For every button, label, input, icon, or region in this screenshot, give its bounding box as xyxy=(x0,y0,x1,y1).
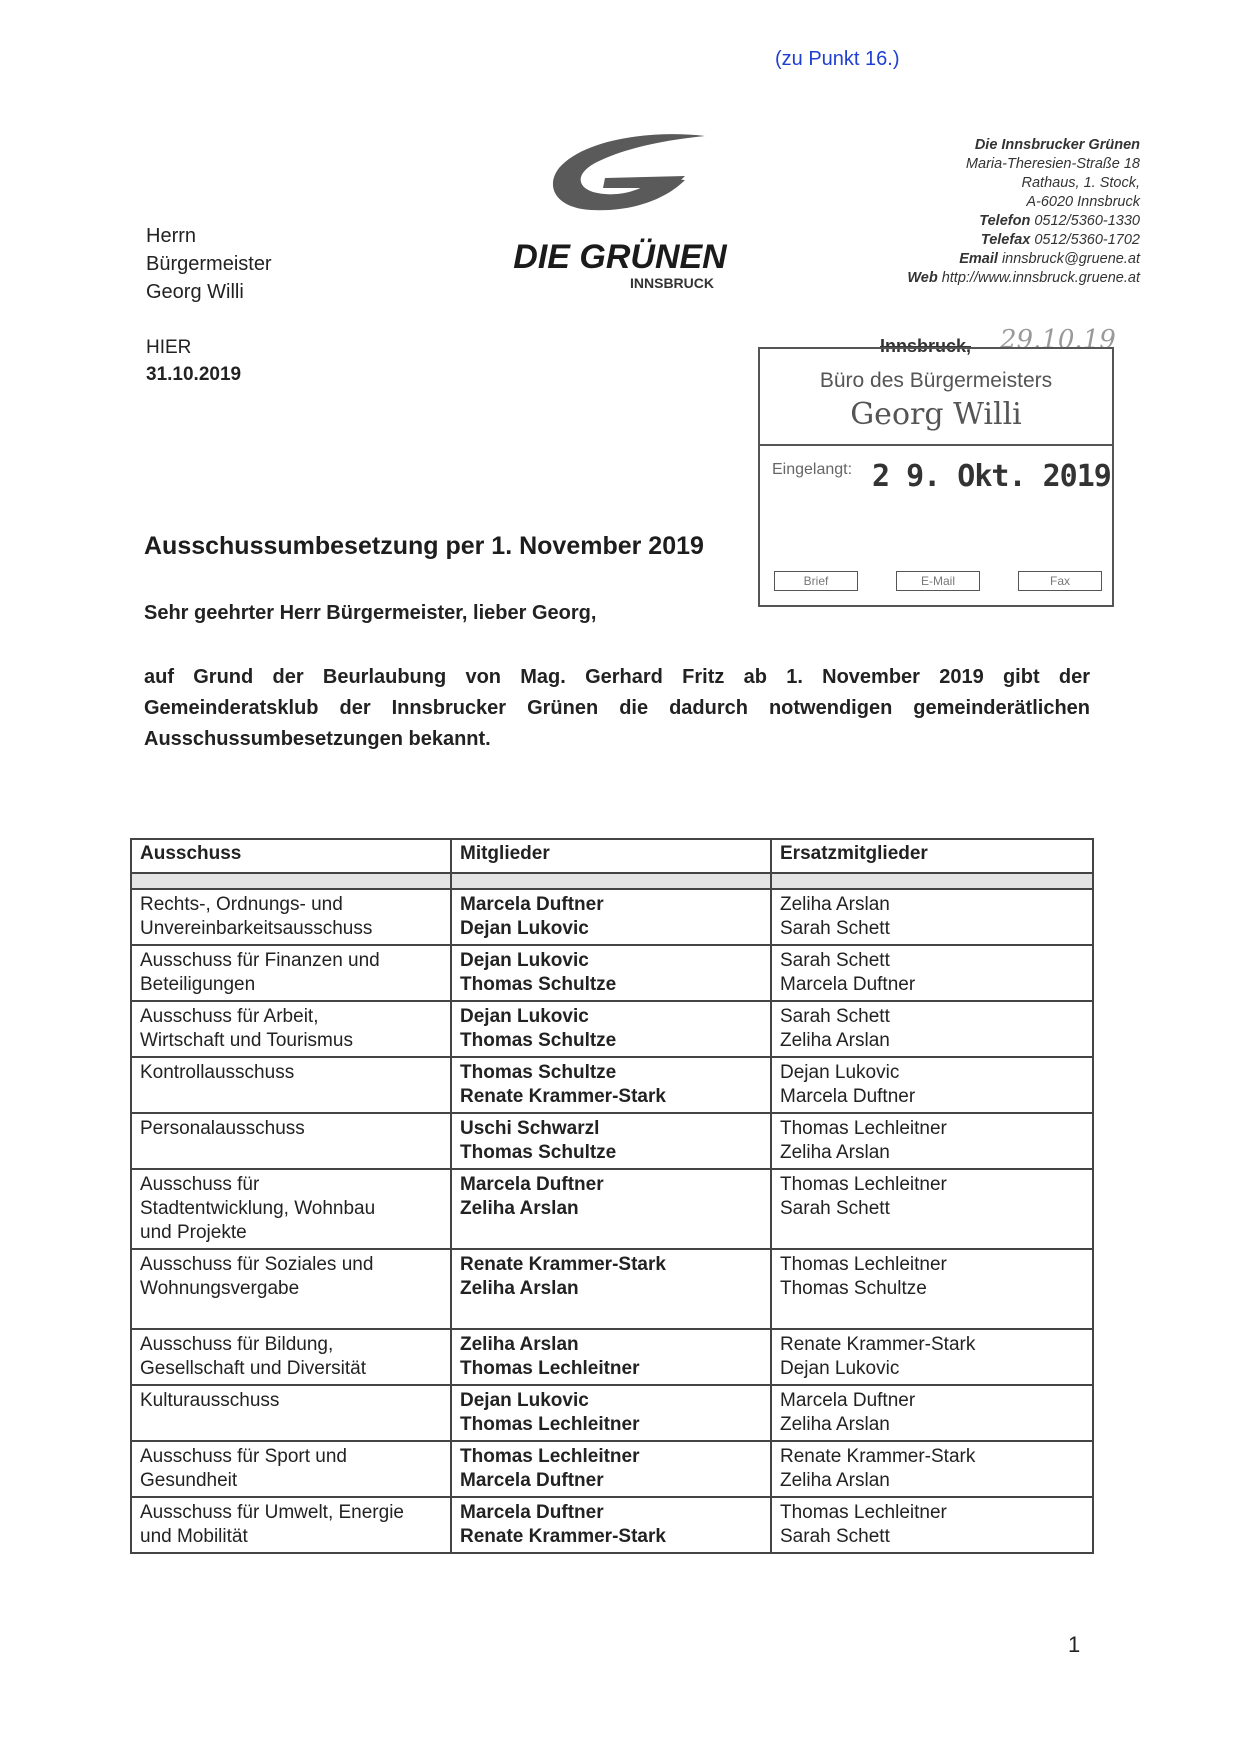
alternates-line: Thomas Lechleitner xyxy=(780,1502,947,1523)
members-line: Dejan Lukovic xyxy=(460,918,589,939)
members-cell xyxy=(451,1057,771,1113)
members-line: Dejan Lukovic xyxy=(460,1006,589,1027)
phone-label: Telefon xyxy=(979,213,1031,229)
committee-cell xyxy=(131,1497,451,1553)
committee-line: Wohnungsvergabe xyxy=(140,1278,300,1299)
committee-line: Gesundheit xyxy=(140,1470,238,1491)
alternates-line: Zeliha Arslan xyxy=(780,1470,890,1491)
table-body xyxy=(131,889,1093,1553)
committee-line: Rechts-, Ordnungs- und xyxy=(140,894,343,915)
stamp-divider xyxy=(760,444,1112,446)
header-alternates: Ersatzmitglieder xyxy=(771,839,1093,873)
alternates-cell xyxy=(771,1385,1093,1441)
alternates-cell xyxy=(771,1169,1093,1249)
alternates-line: Sarah Schett xyxy=(780,950,890,971)
members-line: Uschi Schwarzl xyxy=(460,1118,600,1139)
committee-line: und Projekte xyxy=(140,1222,247,1243)
alternates-line: Zeliha Arslan xyxy=(780,1414,890,1435)
sender-building: Rathaus, 1. Stock, xyxy=(1021,175,1140,191)
recipient-salutation: Herrn xyxy=(146,225,197,247)
logo-subtitle: INNSBRUCK xyxy=(630,275,714,291)
committee-line xyxy=(140,1301,442,1325)
members-line: Renate Krammer-Stark xyxy=(460,1086,666,1107)
table-row xyxy=(131,889,1093,945)
alternates-line: Thomas Lechleitner xyxy=(780,1254,947,1275)
alternates-cell xyxy=(771,1113,1093,1169)
members-cell xyxy=(451,1169,771,1249)
members-cell xyxy=(451,1249,771,1329)
members-cell xyxy=(451,945,771,1001)
committee-cell xyxy=(131,1113,451,1169)
committee-cell xyxy=(131,1385,451,1441)
members-line: Marcela Duftner xyxy=(460,1174,604,1195)
handwritten-date: 29.10.19 xyxy=(1000,325,1116,355)
committee-line: Gesellschaft und Diversität xyxy=(140,1358,366,1379)
committee-line: Ausschuss für Bildung, xyxy=(140,1334,334,1355)
committee-line: und Mobilität xyxy=(140,1526,248,1547)
stamp-received-date: 2 9. Okt. 2019 xyxy=(872,459,1111,494)
members-line: Thomas Schultze xyxy=(460,1030,617,1051)
stamp-box-fax: Fax xyxy=(1018,571,1102,591)
members-line: Thomas Schultze xyxy=(460,974,617,995)
committee-cell xyxy=(131,1169,451,1249)
sender-street: Maria-Theresien-Straße 18 xyxy=(965,156,1140,172)
alternates-line: Thomas Lechleitner xyxy=(780,1174,947,1195)
committee-cell xyxy=(131,1001,451,1057)
fax-label: Telefax xyxy=(980,232,1031,248)
reference-note: (zu Punkt 16.) xyxy=(775,48,900,70)
members-cell xyxy=(451,1113,771,1169)
stamp-received-label: Eingelangt: xyxy=(772,461,853,478)
alternates-line: Renate Krammer-Stark xyxy=(780,1446,976,1467)
committee-cell xyxy=(131,1441,451,1497)
committee-table xyxy=(130,838,1094,1554)
committee-cell xyxy=(131,1057,451,1113)
header-members: Mitglieder xyxy=(451,839,771,873)
header-committee: Ausschuss xyxy=(131,839,451,873)
members-line: Marcela Duftner xyxy=(460,894,604,915)
table-header-row xyxy=(131,839,1093,873)
place-label: Innsbruck, xyxy=(880,336,972,356)
alternates-line: Marcela Duftner xyxy=(780,1390,916,1411)
committee-line: Unvereinbarkeitsausschuss xyxy=(140,918,373,939)
alternates-line: Sarah Schett xyxy=(780,918,890,939)
committee-line: Ausschuss für Soziales und xyxy=(140,1254,374,1275)
alternates-line: Sarah Schett xyxy=(780,1198,890,1219)
committee-line: Stadtentwicklung, Wohnbau xyxy=(140,1198,376,1219)
table-row xyxy=(131,1249,1093,1329)
sender-address xyxy=(820,136,1140,288)
recipient-block xyxy=(146,222,272,306)
members-cell xyxy=(451,1001,771,1057)
members-cell xyxy=(451,1385,771,1441)
alternates-cell xyxy=(771,1497,1093,1553)
alternates-cell xyxy=(771,1249,1093,1329)
members-line: Thomas Schultze xyxy=(460,1142,617,1163)
stamp-box-email: E-Mail xyxy=(896,571,980,591)
committee-line xyxy=(140,1085,442,1109)
alternates-cell xyxy=(771,1441,1093,1497)
members-cell xyxy=(451,1329,771,1385)
phone-value: 0512/5360-1330 xyxy=(1034,213,1140,229)
stamp-name: Georg Willi xyxy=(850,397,1022,432)
members-line: Zeliha Arslan xyxy=(460,1334,579,1355)
sender-city: A-6020 Innsbruck xyxy=(1026,194,1140,210)
alternates-cell xyxy=(771,1329,1093,1385)
members-line: Marcela Duftner xyxy=(460,1470,604,1491)
committee-cell xyxy=(131,945,451,1001)
alternates-line: Renate Krammer-Stark xyxy=(780,1334,976,1355)
alternates-line: Thomas Schultze xyxy=(780,1278,927,1299)
alternates-line: Marcela Duftner xyxy=(780,1086,916,1107)
received-stamp xyxy=(758,347,1114,607)
alternates-line: Zeliha Arslan xyxy=(780,1030,890,1051)
email-label: Email xyxy=(959,251,998,267)
alternates-line: Sarah Schett xyxy=(780,1006,890,1027)
table-row xyxy=(131,945,1093,1001)
members-line: Dejan Lukovic xyxy=(460,950,589,971)
table-row xyxy=(131,1057,1093,1113)
table-row xyxy=(131,1001,1093,1057)
members-line: Thomas Lechleitner xyxy=(460,1414,640,1435)
members-cell xyxy=(451,1441,771,1497)
recipient-title: Bürgermeister xyxy=(146,253,272,275)
members-line: Marcela Duftner xyxy=(460,1502,604,1523)
alternates-line: Marcela Duftner xyxy=(780,974,916,995)
salutation: Sehr geehrter Herr Bürgermeister, lieber Georg, xyxy=(144,602,597,624)
table-row xyxy=(131,1329,1093,1385)
members-cell xyxy=(451,889,771,945)
committee-line: Beteiligungen xyxy=(140,974,256,995)
alternates-cell xyxy=(771,1001,1093,1057)
members-line: Thomas Schultze xyxy=(460,1062,617,1083)
members-line: Zeliha Arslan xyxy=(460,1198,579,1219)
web-label: Web xyxy=(907,270,938,286)
committee-line: Ausschuss für Umwelt, Energie xyxy=(140,1502,404,1523)
alternates-line: Sarah Schett xyxy=(780,1526,890,1547)
letter-date: 31.10.2019 xyxy=(146,364,242,385)
committee-line: Ausschuss für Arbeit, xyxy=(140,1006,319,1027)
page-number: 1 xyxy=(1068,1632,1081,1657)
local-block xyxy=(146,334,241,388)
logo-wordmark: DIE GRÜNEN xyxy=(513,238,727,276)
committee-line: Ausschuss für xyxy=(140,1174,260,1195)
alternates-line: Dejan Lukovic xyxy=(780,1358,900,1379)
alternates-line: Dejan Lukovic xyxy=(780,1062,900,1083)
members-line: Renate Krammer-Stark xyxy=(460,1526,666,1547)
committee-cell xyxy=(131,889,451,945)
members-line: Thomas Lechleitner xyxy=(460,1446,640,1467)
table-row xyxy=(131,1441,1093,1497)
stamp-office: Büro des Bürgermeisters xyxy=(819,369,1053,392)
committee-line: Wirtschaft und Tourismus xyxy=(140,1030,353,1051)
alternates-cell xyxy=(771,945,1093,1001)
members-line: Zeliha Arslan xyxy=(460,1278,579,1299)
committee-line: Ausschuss für Sport und xyxy=(140,1446,347,1467)
subject-line: Ausschussumbesetzung per 1. November 2019 xyxy=(144,532,704,560)
members-line: Thomas Lechleitner xyxy=(460,1358,640,1379)
alternates-line: Zeliha Arslan xyxy=(780,1142,890,1163)
members-line: Renate Krammer-Stark xyxy=(460,1254,666,1275)
committee-line xyxy=(140,1141,442,1165)
email-value: innsbruck@gruene.at xyxy=(1001,251,1140,267)
local-label: HIER xyxy=(146,337,192,358)
alternates-cell xyxy=(771,1057,1093,1113)
committee-cell xyxy=(131,1329,451,1385)
committee-line: Ausschuss für Finanzen und xyxy=(140,950,380,971)
committee-line: Kulturausschuss xyxy=(140,1390,280,1411)
party-logo xyxy=(495,130,745,290)
members-line: Dejan Lukovic xyxy=(460,1390,589,1411)
recipient-name: Georg Willi xyxy=(146,281,244,303)
alternates-line: Thomas Lechleitner xyxy=(780,1118,947,1139)
committee-line xyxy=(140,1413,442,1437)
table-row xyxy=(131,1169,1093,1249)
fax-value: 0512/5360-1702 xyxy=(1034,232,1140,248)
committee-cell xyxy=(131,1249,451,1329)
stamp-box-brief: Brief xyxy=(774,571,858,591)
committee-line: Personalausschuss xyxy=(140,1118,305,1139)
alternates-line: Zeliha Arslan xyxy=(780,894,890,915)
web-value: http://www.innsbruck.gruene.at xyxy=(941,270,1140,286)
alternates-cell xyxy=(771,889,1093,945)
members-cell xyxy=(451,1497,771,1553)
table-row xyxy=(131,1113,1093,1169)
sender-org: Die Innsbrucker Grünen xyxy=(974,137,1140,153)
committee-line: Kontrollausschuss xyxy=(140,1062,295,1083)
table-row xyxy=(131,1497,1093,1553)
body-paragraph: auf Grund der Beurlaubung von Mag. Gerhard Fritz ab 1. November 2019 gibt der Gemeinderatsklub der Innsbrucker Grünen die dadurch notwendigen gemeinderätlichen Ausschussumbesetzungen bekannt. xyxy=(144,666,1090,750)
table-row xyxy=(131,1385,1093,1441)
table-shaded-row xyxy=(131,873,1093,889)
g-swoosh-icon xyxy=(545,130,715,230)
